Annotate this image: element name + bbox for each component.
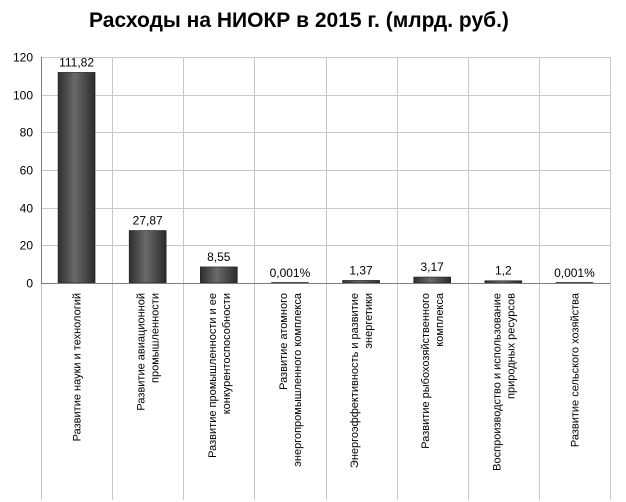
y-tick-label: 20 <box>19 238 33 253</box>
data-label: 111,82 <box>59 55 95 70</box>
data-label: 27,87 <box>132 213 163 228</box>
category-label-line: промышленности <box>149 293 162 383</box>
category-label-line: Развитие рыбохозяйственного <box>420 293 433 449</box>
category-label-line: комплекса <box>434 293 447 347</box>
category-label-line: Развитие промышленности и ее <box>206 293 219 458</box>
category-label-line: Энергоэффективность и развитие <box>349 293 362 469</box>
bar <box>556 283 593 284</box>
y-tick-label: 40 <box>19 201 33 216</box>
bars <box>58 72 593 283</box>
gridlines <box>41 57 611 500</box>
bar <box>343 280 380 283</box>
category-label <box>491 293 517 471</box>
bar <box>58 72 95 283</box>
category-label-line: конкурентоспособности <box>220 293 233 415</box>
data-label: 1,37 <box>349 263 373 278</box>
y-tick-label: 100 <box>12 88 33 103</box>
y-axis-ticks <box>13 51 33 291</box>
category-label-line: Воспроизводство и использование <box>491 293 504 471</box>
y-tick-label: 60 <box>19 163 33 178</box>
bar <box>485 281 522 283</box>
category-label <box>349 293 375 468</box>
data-label: 3,17 <box>420 260 444 275</box>
bar <box>200 267 237 283</box>
category-label-line: Развитие науки и технологий <box>71 293 84 442</box>
category-label <box>136 293 162 411</box>
category-label <box>207 293 233 458</box>
category-label <box>420 292 446 449</box>
data-label: 8,55 <box>207 249 231 264</box>
category-label-line: Развитие сельского хозяйства <box>569 293 582 448</box>
chart-title: Расходы на НИОКР в 2015 г. (млрд. руб.) <box>89 9 509 32</box>
category-label-line: Развитие атомного <box>277 293 290 390</box>
category-label-line: Развитие авиационной <box>135 293 148 411</box>
y-tick-label: 80 <box>19 125 33 140</box>
y-tick-label: 120 <box>12 50 33 65</box>
category-label-line: энергетики <box>363 293 376 349</box>
data-label: 0,001% <box>554 265 595 280</box>
bar <box>414 277 451 283</box>
category-label-line: природных ресурсов <box>505 293 518 399</box>
category-label <box>72 293 84 441</box>
bar <box>129 231 166 283</box>
data-label: 1,2 <box>494 263 512 278</box>
category-label-line: энергопромышленного комплекса <box>291 293 304 467</box>
category-label <box>569 292 581 447</box>
y-tick-label: 0 <box>26 276 33 291</box>
bar <box>271 283 308 284</box>
data-label: 0,001% <box>269 265 311 280</box>
category-label <box>278 292 304 467</box>
